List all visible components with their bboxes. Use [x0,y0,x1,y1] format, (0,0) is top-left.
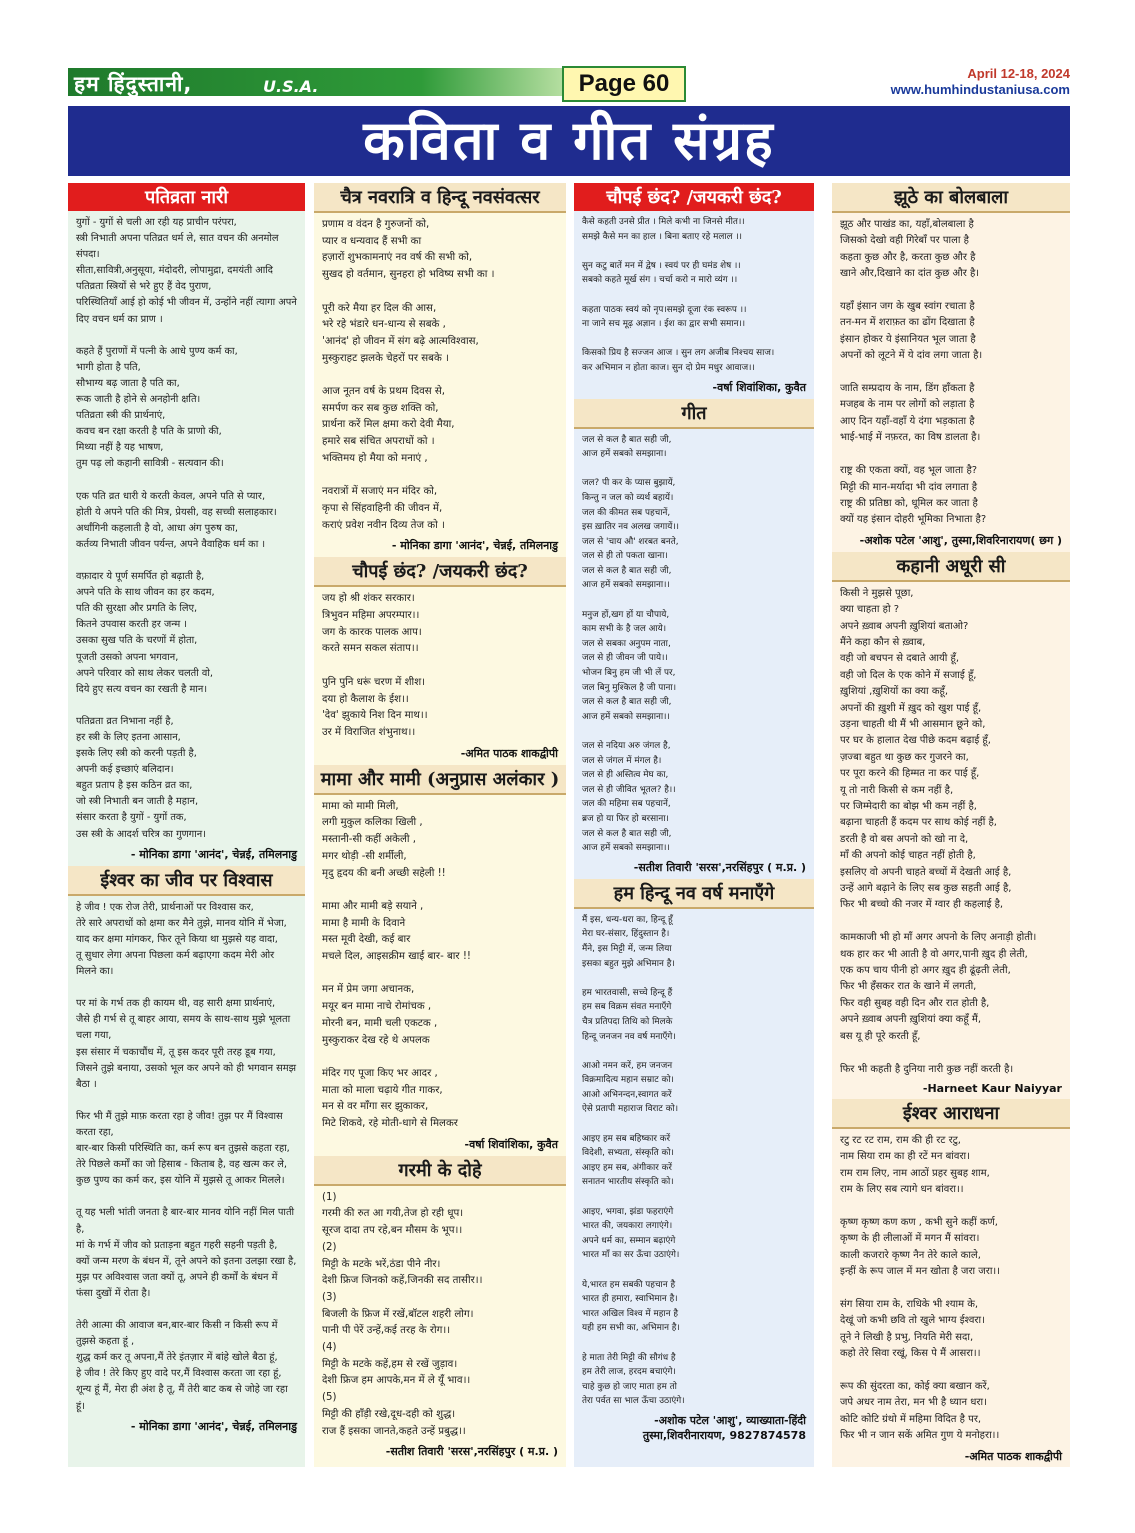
poem-text: किसी ने मुझसे पूछा, क्या चाहता हो ? अपने ख़्वाब अपनी ख़ुशियां बताओ? मैंने कहा कौन से ख़्वाब, वही जो बचपन से दबाते आयी हूँ, वही जो दिल के एक कोने में सजाई हूँ, ख़ुशियां ,ख़ुशियों का क्या कहूँ, अपनों की ख़ुशी में ख़ुद को खुश पाई हूँ, उड़ना चाहती थी मैं भी आसमान छूने को, पर घर के हालात देख पीछे कदम बढ़ाई हूँ, ज़ज्बा बहुत था कुछ कर गुजरने का, पर पूरा करने की हिम्मत ना कर पाई हूँ, यू तो नारी किसी से कम नहीं है, पर जिम्मेदारी का बोझ भी कम नहीं है, बढ़ाना चाहती हैं कदम पर साथ कोई नहीं है, डरती है वो बस अपनो को खो ना दे, माँ की अपनो कोई चाहत नहीं होती है, इसलिए वो अपनी चाहते बच्चों में देखती आई है, उन्हें आगे बढ़ाने के लिए सब कुछ सहती आई है, फिर भी बच्चो की नजर में ग्वार ही कहलाई है, कामकाजी भी हो माँ अगर अपनो के लिए अनाड़ी होती। थक हार कर भी आती है वो अगर,पानी ख़ुद ही लेती, एक कप चाय पीनी हो अगर ख़ुद ही ढूंढ़ती लेती, फिर भी हँसकर रात के खाने में लगती, फिर वही सुबह वही दिन और रात होती है, अपने ख़्वाब अपनी ख़ुशियां क्या कहूँ मैं, बस यू ही पूरे करती हूँ, फिर भी कहती है दुनिया नारी कुछ नहीं करती है। [840,587,1037,1075]
poem-title: गरमी के दोहे [314,1156,566,1186]
page-number: Page 60 [562,66,686,102]
poem-title: चौपई छंद? /जयकरी छंद? [574,183,814,211]
poem-text: प्रणाम व वंदन है गुरुजनों को, प्यार व धन्यवाद हैं सभी का हज़ारों शुभकामनाएं नव वर्ष की सभी को, सुखद हो वर्तमान, सुनहरा हो भविष्य सभी का । पूरी करे मैया हर दिल की आस, भरे रहे भंडारे धन-धान्य से सबके , 'आनंद' हो जीवन में संग बढ़े आत्मविश्वास, मुस्कुराहट झलके चेहरों पर सबके । आज नूतन वर्ष के प्रथम दिवस से, समर्पण कर सब कुछ शक्ति को, प्रार्थना करें मिल क्षमा करो देवी मैया, हमारे सब संचित अपराधों को । भक्तिमय हो मैया को मनाएं , नवरात्रों में सजाएं मन मंदिर को, कृपा से सिंहवाहिनी की जीवन में, कराएं प्रवेश नवीन दिव्य तेज को । [322,219,495,531]
poem-title: झूठे का बोलबाला [832,183,1070,213]
website-link[interactable]: www.humhindustaniusa.com [890,82,1070,97]
issue-date: April 12-18, 2024 [967,66,1070,81]
poem-author: - मोनिका डागा 'आनंद', चेन्नई, तमिलनाडु [130,1419,297,1433]
poem-author: -वर्षा शिवांशिका, कुवैत [712,380,806,394]
poem-text: झूठ और पाखंड का, यहाँ,बोलबाला है जिसको देखो वही गिरेबाँ पर पाला है कहता कुछ और है, करता कुछ और है खाने और,दिखाने का दांत कुछ और है। यहाँ इंसान जग के खुब स्वांग रचाता है तन-मन में शराफ़त का ढोंग दिखाता है इंसान होकर ये इंसानियत भूल जाता है अपनों को लूटने में ये दांव लगा जाता है। जाति सम्प्रदाय के नाम, डिंग हाँकता है मजहब के नाम पर लोगों को लड़ाता है आए दिन यहाँ-वहाँ ये दंगा भड़काता है भाई-भाई में नफ़रत, का विष डालता है। राष्ट्र की एकता क्यों, वह भूल जाता है? मिट्टी की मान-मर्यादा भी दांव लगाता है राष्ट्र की प्रतिष्ठा को, धूमिल कर जाता है क्यों यह इंसान दोहरी भूमिका निभाता है? [840,219,987,526]
poem-author: -वर्षा शिवांशिका, कुवैत [464,1137,558,1151]
poem-text: रटु रट रट राम, राम की ही रट रटु, नाम सिया राम का ही रटें मन बांवरा। राम राम लिए, नाम आठों प्रहर सुबह शाम, राम के लिए सब त्यागे धन बांवरा।। कृष्ण कृष्ण कण कण , कभी सुने कहीं कर्ण, कृष्ण के ही लीलाओं में मगन मैं सांवरा। काली कजरारे कृष्ण नैन तेरे काले काले, इन्हीं के रूप जाल में मन खोता है जरा जरा।। संग सिया राम के, राधिके भी श्याम के, देखूं जो कभी छवि तो खुले भाग्य ईश्वरा। तूने ने लिखी है प्रभु, नियति मेरी सदा, कहो तेरे सिवा रखूं, किस पे मैं आसरा।। रूप की सुंदरता का, कोई क्या बखान करें, जपे अधर नाम तेरा, मन भी है ध्यान धरा। कोटि कोटि ग्रंथो में महिमा विदित है पर, फिर भी न जान सकें अमित गुण ये मनोहरा।। [840,1134,1000,1442]
poem-text: मामा को मामी मिली, लगी मुकुल कलिका खिली , मस्तानी-सी कहीं अकेली , मगर थोड़ी -सी शर्मीली, मृदु हृदय की बनी अच्छी सहेली !! मामा और मामी बड़े सयाने , मामा है मामी के दिवाने मस्त मूवी देखी, कई बार मचले दिल, आइसक्रीम खाई बार- बार !! मन में प्रेम जगा अचानक, मयूर बन मामा नाचे रोमांचक , मोरनी बन, मामी चली एकटक , मुस्कुराकर देख रहे थे अपलक मंदिर गए पूजा किए भर आदर , माता को माला चढ़ाये गीत गाकर, मन से वर माँगा सर झुकाकर, मिटे शिकवे, रहे मोती-धागे से मिलकर [322,800,472,1130]
poem-author: -Harneet Kaur Naiyyar [922,1081,1062,1095]
section-banner: कविता व गीत संग्रह [68,106,1070,176]
poem-title: चौपई छंद? /जयकरी छंद? [314,557,566,587]
poem-title: मामा और मामी (अनुप्रास अलंकार ) [314,765,566,795]
poem-author: -अमित पाठक शाकद्वीपी [460,746,558,760]
newspaper-usa: U.S.A. [263,77,319,96]
newspaper-name: हम हिंदुस्तानी, [74,72,193,96]
poem-text: युगों - युगों से चली आ रही यह प्राचीन परंपरा, स्त्री निभाती अपना पतिव्रत धर्म ले, सात वचन की अनमोल संपदा। सीता,सावित्री,अनुसूया, मंदोदरी, लोपामुद्रा, दमयंती आदि पतिव्रता स्त्रियों से भरे हुए हैं वेद पुराण, परिस्थितियाँ आई हो कोई भी जीवन में, उन्होंने नहीं त्यागा अपने दिए वचन धर्म का प्राण । कहते हैं पुराणों में पत्नी के आधे पुण्य कर्म का, भागी होता है पति, सौभाग्य बढ़ जाता है पति का, रूक जाती है होने से अनहोनी क्षति। पतिव्रता स्त्री की प्रार्थनाएं, कवच बन रक्षा करती है पति के प्राणो की, मिथ्या नहीं है यह भाषण, तुम पढ़ लो कहानी सावित्री - सत्यवान की। एक पति व्रत धारी ये करती केवल, अपने पति से प्यार, होती ये अपने पति की मित्र, प्रेयसी, वह सच्ची सलाहकार। अर्धांगिनी कहलाती है वो, आधा अंग पुरुष का, कर्तव्य निभाती जीवन पर्यन्त, अपने वैवाहिक धर्म का । वफ़ादार ये पूर्ण समर्पित हो बढ़ाती है, अपने पति के साथ जीवन का हर कदम, पति की सुरक्षा और प्रगति के लिए, कितने उपवास करती हर जन्म । उसका सुख पति के चरणों में होता, पूजती उसको अपना भगवान, अपने परिवार को साथ लेकर चलती वो, दिये हुए सत्य वचन का रखती है मान। पतिव्रता व्रत निभाना नहीं है, हर स्त्री के लिए इतना आसान, इसके लिए स्त्री को करनी पड़ती है, अपनी कई इच्छाएं बलिदान। बहुत प्रताप है इस कठिन व्रत का, जो स्त्री निभाती बन जाती है महान, संसार करता है युगों - युगों तक, उस स्त्री के आदर्श चरित्र का गुणगान। [76,217,297,840]
masthead-bar [68,68,573,96]
poem-author: - मोनिका डागा 'आनंद', चेन्नई, तमिलनाडु [391,539,558,553]
poem-title: हम हिन्दू नव वर्ष मनाएँगे [574,879,814,909]
poem-author: -सतीश तिवारी 'सरस',नरसिंहपुर ( म.प्र. ) [633,860,806,874]
poem-text: हे जीव ! एक रोज तेरी, प्रार्थनाओं पर विश्वास कर, तेरे सारे अपराधों को क्षमा कर मैने तुझे, मानव योनि में भेजा, याद कर क्षमा मांगकर, फिर तूने किया था मुझसे यह वादा, तू सुधार लेगा अपना पिछला कर्म बढ़ाएगा कदम मेरी ओर मिलने का। पर मां के गर्भ तक ही कायम थी, वह सारी क्षमा प्रार्थनाएं, जैसे ही गर्भ से तू बाहर आया, समय के साथ-साथ मुझे भूलता चला गया, इस संसार में चकाचौंध में, तू इस कदर पूरी तरह डूब गया, जिसने तुझे बनाया, उसको भूल कर अपने को ही भगवान समझ बैठा । फिर भी मैं तुझे माफ़ करता रहा हे जीव! तुझ पर मैं विश्वास करता रहा, बार-बार किसी परिस्थिति का, कर्म रूप बन तुझसे कहता रहा, तेरे पिछले कर्मों का जो हिसाब - किताब है, वह खत्म कर ले, कुछ पुण्य का कर्म कर, इस योनि में मुझसे तू आकर मिलले। तू यह भली भांती जनता है बार-बार मानव योनि नहीं मिल पाती है, मां के गर्भ में जीव को प्रताड़ना बहुत गहरी सहनी पड़ती है, क्यों जन्म मरण के बंधन में, तूने अपने को इतना उलझा रखा है, मुझ पर अविश्वास जता क्यों तू, अपने ही कर्मों के बंधन में फंसा दुखों में रोता है। तेरी आत्मा की आवाज बन,बार-बार किसी न किसी रूप में तुझसे कहता हूं , शुद्ध कर्म कर तू अपना,मैं तेरे इंतज़ार में बांहे खोले बैठा हूं, हे जीव ! तेरे किए हुए वादे पर,मैं विश्वास करता जा रहा हूं, शून्य हूं मैं, मेरा ही अंश है तू, मैं तेरी बाट कब से जोहे जा रहा हूं। [76,901,297,1412]
column-4 [832,183,1070,1467]
poem-title: कहानी अधूरी सी [832,552,1070,582]
masthead [68,66,1070,100]
poem-text: कैसे कहती उनसे प्रीत । मिले कभी ना जिनसे मीत।। समझे कैसे मन का हाल । बिना बताए रहे मलाल ।। सुन कटु बातें मन में द्वेष । स्वयं पर ही घमंड शेष ।। सबको कहते मूर्ख संग । चर्चा करो न मारो व्यंग ।। कहता पाठक स्वयं को नृप।समझे दूजा रंक स्वरूप ।। ना जाने सच मूढ़ अज्ञान । ईश का द्वार सभी समान।। किसको प्रिय है सज्जन आज । सुन लग अजीब निश्चय साज। कर अभिमान न होता काज। सुन दो प्रेम मधुर आवाज।। [582,217,775,373]
poem-text: (1) गरमी की रुत आ गयी,तेज हो रही धूप। सूरज दादा तप रहे,बन मौसम के भूप।। (2) मिट्टी के मटके भरें,ठंडा पीने नीर। देशी फ्रिज जिनको कहें,जिनकी सद तासीर।। (3) बिजली के फ्रिज में रखें,बॉटल शहरी लोग। पानी पी पेरें उन्हें,कई तरह के रोग।। (4) मिट्टी के मटके कहें,हम से रखें जुड़ाव। देशी फ्रिज हम आपके,मन में ले यूँ भाव।। (5) मिट्टी की हाँड़ी रखे,दूध-दही को शुद्ध। राज हैं इसका जानते,कहते उन्हें प्रबुद्ध।। [322,1191,483,1437]
poem-author: -सतीश तिवारी 'सरस',नरसिंहपुर ( म.प्र. ) [385,1445,558,1459]
poem-text: जय हो श्री शंकर सरकार। त्रिभुवन महिमा अपरम्पार।। जग के कारक पालक आप। करते समन सकल संताप।। पुनि पुनि धरूं चरण में शीश। दया हो कैलाश के ईश।। 'देव' झुकाये निश दिन माथ।। उर में विराजित शंभुनाथ।। [322,593,428,738]
poem-author: - मोनिका डागा 'आनंद', चेन्नई, तमिलनाडु [130,847,297,861]
poem-title: ईश्वर आराधना [832,1099,1070,1129]
poem-title: गीत [574,399,814,429]
poem-title: पतिव्रता नारी [68,183,305,211]
poem-text: मैं इस, धन्य-धरा का, हिन्दू हूँ मेरा घर-संसार, हिंदुस्तान है। मैंने, इस मिट्टी में, जन्म लिया इसका बहुत मुझे अभिमान है। हम भारतवासी, सच्चे हिन्दू हैं हम सब विक्रम संवत मनाएँगे चैत्र प्रतिपदा तिथि को मिलके हिन्दू जनजन नव वर्ष मनाएँगे। आओ नमन करें, हम जनजन विक्रमादित्य महान सम्राट को। आओ अभिनन्दन,स्वागत करें ऐसे प्रतापी महाराज विराट को। आइए हम सब बहिष्कार करें विदेशी, सभ्यता, संस्कृति को। आइए हम सब, अंगीकार करें सनातन भारतीय संस्कृति को। आइए, भगवा, झंडा फहराएंगे भारत की, जयकारा लगाएंगे। अपने धर्म का, सम्मान बढ़ाएंगे भारत माँ का सर ऊँचा उठाएंगे। ये,भारत हम सबकी पहचान है भारत ही हमारा, स्वाभिमान है। भारत अखिल विश्व में महान है यही हम सभी का, अभिमान है। हे माता तेरी मिट्टी की सौगंध है हम तेरी लाज, हरदम बचाएंगे। चाहे कुछ हो जाए माता हम तो तेरा पर्वत सा भाल ऊँचा उठाएंगे। [582,914,685,1407]
column-2 [314,183,566,1467]
poem-text: जल से कल है बात सही जी, आज हमें सबको समझाना। जल? पी कर के प्यास बुझायें, किन्तु न जल को व्यर्थ बहायें। जल की कीमत सब पहचानें, इस ख़ातिर नव अलख जगायें।। जल से 'चाय औ' शरबत बनते, जल से ही तो पकता खाना। जल से कल है बात सही जी, आज हमें सबको समझाना।। मनुज हों,खग हों या चौपाये, काम सभी के है जल आये। जल से सबका अनुपम नाता, जल से ही जीवन जी पाये।। भोजन बिनु हम जी भी लें पर, जल बिनु मुश्किल है जी पाना। जल से कल है बात सही जी, आज हमें सबको समझाना।। जल से नदिया अरु जंगल है, जल से जंगल में मंगल है। जल से ही अस्तित्व मेघ का, जल से ही जीवित भूतल? है।। जल की महिमा सब पहचानें, ब्रज हो या फिर हो बरसाना। जल से कल है बात सही जी, आज हमें सबको समझाना।। [582,434,679,854]
column-3 [574,183,814,1467]
column-1 [68,183,305,1467]
poem-title: चैत्र नवरात्रि व हिन्दू नवसंवत्सर [314,183,566,213]
poem-author: -अशोक पटेल 'आशु', तुस्मा,शिवरिनारायण( छग ) [859,533,1062,547]
poem-author: -अशोक पटेल 'आशु', व्याख्याता-हिंदी तुस्मा,शिवरीनारायण, 9827874578 [642,1413,806,1442]
poem-title: ईश्वर का जीव पर विश्वास [68,866,305,896]
poem-author: -अमित पाठक शाकद्वीपी [964,1449,1062,1463]
